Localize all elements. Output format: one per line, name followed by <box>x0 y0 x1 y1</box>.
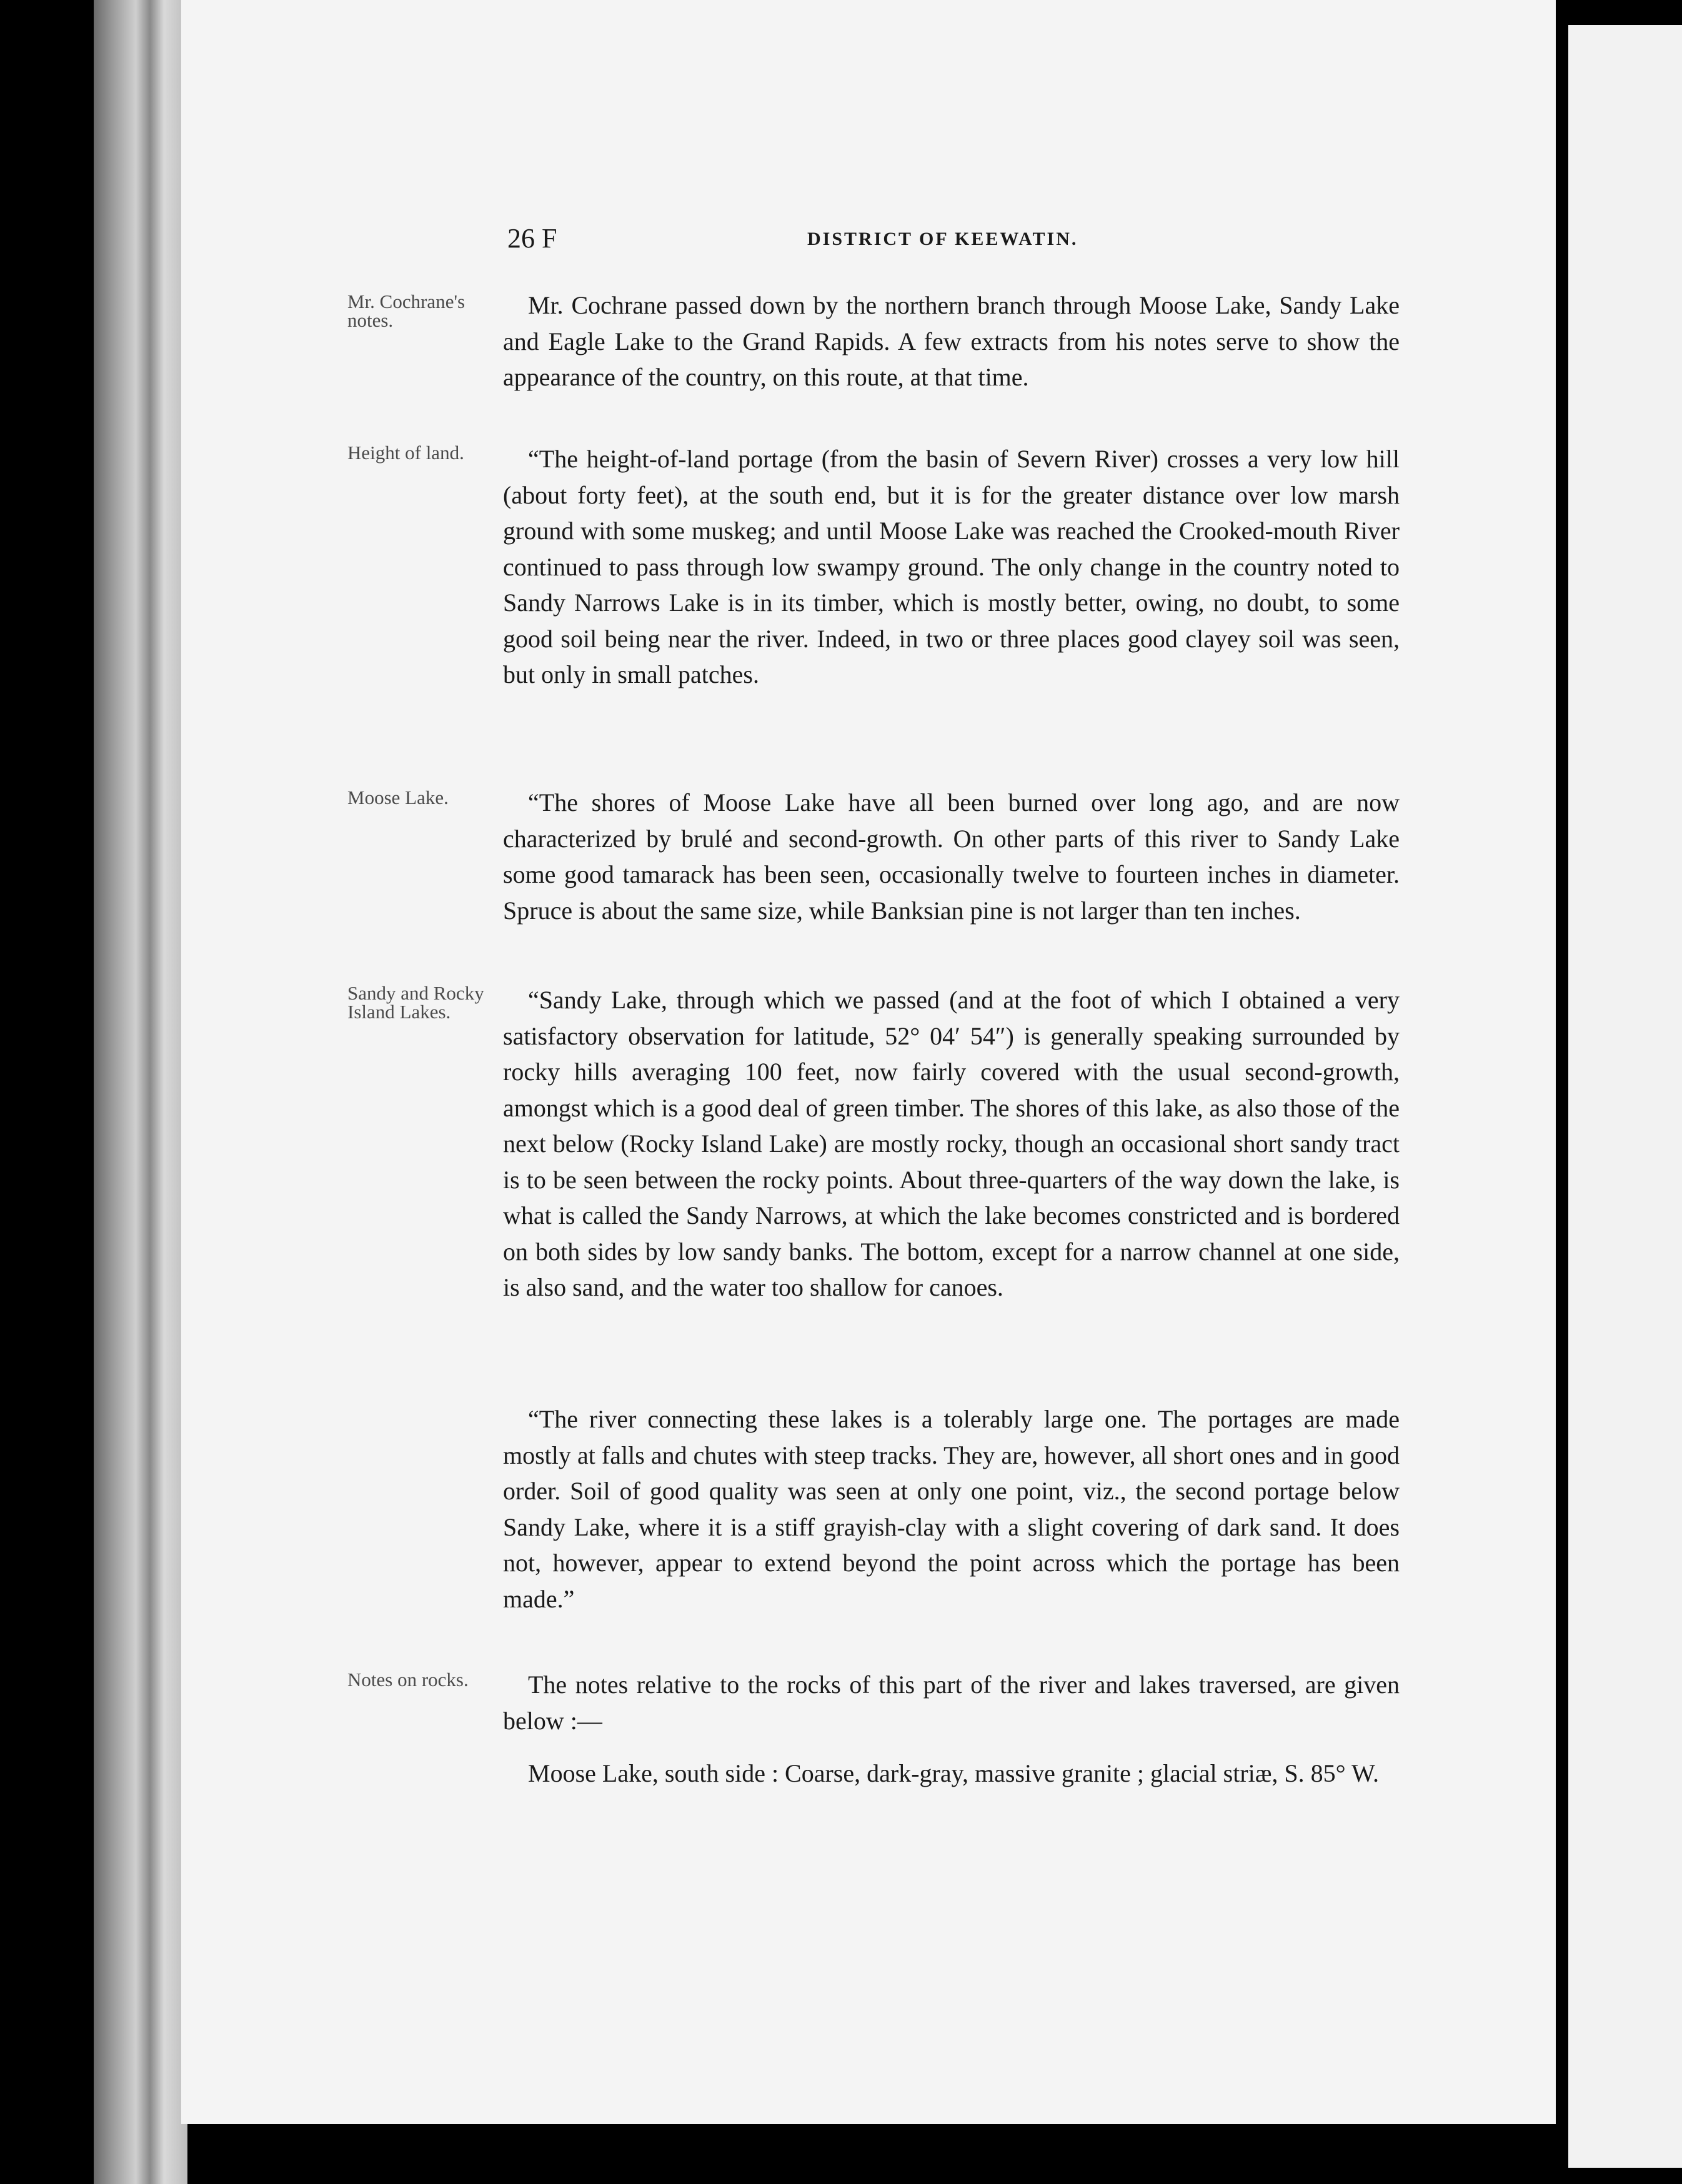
sidenote-notes-on-rocks: Notes on rocks. <box>347 1669 469 1690</box>
paragraph-river-connecting: “The river connecting these lakes is a tolerably large one. The portages are made mostly at falls and chutes with steep tracks. They are, however, all short ones and in good order. Soil of good quality was seen at only one point, viz., the second portage below Sandy Lake, where it is a stiff grayish-clay with a slight covering of dark sand. It does not, however, appear to extend beyond the point across which the portage has been made.” <box>503 1405 1400 1613</box>
sidenote-moose-lake: Moose Lake. <box>347 787 449 808</box>
paragraph-moose-lake: “The shores of Moose Lake have all been burned over long ago, and are now characterized by brulé and second-growth. On other parts of this river to Sandy Lake some good tamarack has been seen, occasionally twelve to fourteen inches in diameter. Spruce is about the same size, while Banksian pine is not larger than ten inches. <box>503 788 1400 925</box>
page-number: 26 F <box>507 223 557 254</box>
sidenote-height-of-land: Height of land. <box>347 442 464 464</box>
running-head <box>507 222 1413 260</box>
paragraph-moose-lake-rocks: Moose Lake, south side : Coarse, dark-gray, massive granite ; glacial striæ, S. 85° W. <box>528 1759 1380 1787</box>
paragraph-height-of-land: “The height-of-land portage (from the basin of Severn River) crosses a very low hill (about forty feet), at the south end, but it is for the greater distance over low marsh ground with some muskeg; and until Moose Lake was reached the Crooked-mouth River continued to pass through low swampy ground. The only change in the country noted to Sandy Narrows Lake is in its timber, which is mostly better, owing, no doubt, to some good soil being near the river. Indeed, in two or three places good clayey soil was seen, but only in small patches. <box>503 445 1400 688</box>
sidenote-sandy-rocky-island: Sandy and Rocky Island Lakes. <box>347 982 484 1023</box>
book-spine-edge <box>94 0 187 2184</box>
paragraph-sandy-lake: “Sandy Lake, through which we passed (and at the foot of which I obtained a very satisfactory observation for latitude, 52° 04′ 54″) is generally speaking surrounded by rocky hills averaging 100 feet, now fairly covered with the usual second-growth, amongst which is a good deal of green timber. The shores of this lake, as also those of the next below (Rocky Island Lake) are mostly rocky, though an occasional short sandy tract is to be seen between the rocky points. About three-quarters of the way down the lake, is what is called the Sandy Narrows, at which the lake becomes constricted and is bordered on both sides by low sandy banks. The bottom, except for a narrow channel at one side, is also sand, and the water too shallow for canoes. <box>503 986 1400 1301</box>
page-header-title: DISTRICT OF KEEWATIN. <box>807 229 1078 249</box>
paragraph-cochrane-route: Mr. Cochrane passed down by the northern branch through Moose Lake, Sandy Lake and Eagle Lake to the Grand Rapids. A few extracts from his notes serve to show the appearance of the country, on this route, at that time. <box>503 291 1400 391</box>
sidenote-cochrane-notes: Mr. Cochrane's notes. <box>347 290 465 331</box>
paragraph-notes-on-rocks: The notes relative to the rocks of this part of the river and lakes traversed, are given below :— <box>503 1670 1400 1735</box>
next-page-edge <box>1568 25 1682 2168</box>
